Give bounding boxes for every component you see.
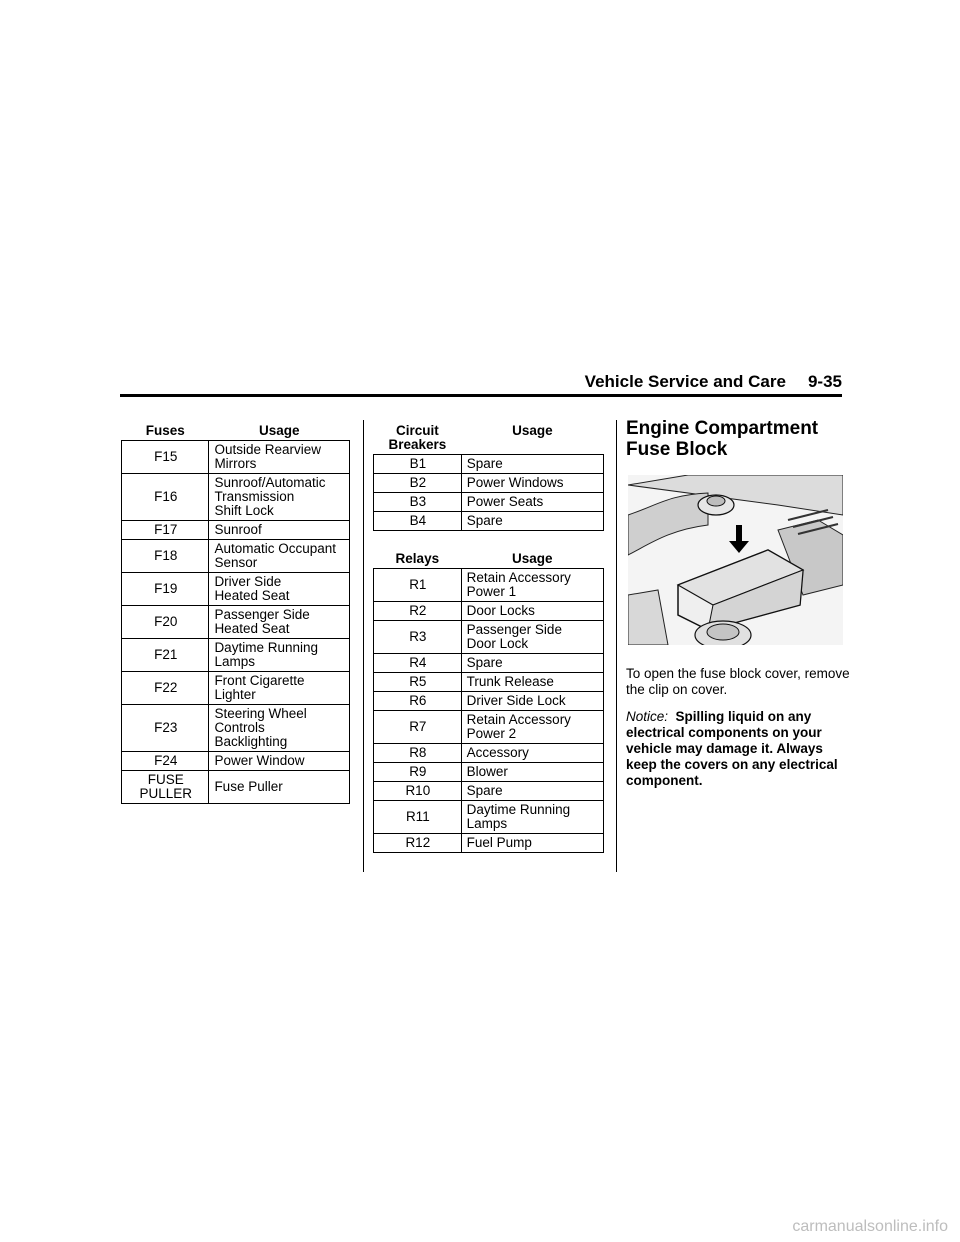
- table-row: [122, 752, 350, 771]
- row-id: B2: [374, 474, 462, 493]
- row-id: F17: [122, 521, 209, 540]
- row-id: FUSE PULLER: [122, 771, 209, 804]
- row-usage: Automatic Occupant Sensor: [209, 540, 350, 573]
- row-usage: Power Seats: [461, 493, 603, 512]
- row-usage: Daytime Running Lamps: [209, 639, 350, 672]
- circuit-breakers-table: [373, 421, 604, 531]
- row-usage: Spare: [461, 512, 603, 531]
- table-row: [374, 692, 604, 711]
- fuses-header-usage: Usage: [209, 421, 350, 441]
- fuses-header-id: Fuses: [122, 421, 209, 441]
- row-id: R12: [374, 834, 462, 853]
- row-usage: Outside Rearview Mirrors: [209, 441, 350, 474]
- table-row: [122, 573, 350, 606]
- row-usage: Sunroof: [209, 521, 350, 540]
- row-usage: Spare: [461, 654, 603, 673]
- table-row: [122, 441, 350, 474]
- row-usage: Spare: [461, 455, 603, 474]
- breakers-table-header: [374, 421, 604, 455]
- row-usage: Door Locks: [461, 602, 603, 621]
- section-title: Vehicle Service and Care: [584, 372, 786, 391]
- table-row: [122, 474, 350, 521]
- table-row: [374, 474, 604, 493]
- row-usage: Retain Accessory Power 2: [461, 711, 603, 744]
- header-rule: [120, 394, 842, 397]
- row-usage: Daytime Running Lamps: [461, 801, 603, 834]
- table-row: [374, 621, 604, 654]
- row-usage: Driver Side Lock: [461, 692, 603, 711]
- fuse-block-illustration: [628, 475, 843, 645]
- page-number: 9-35: [807, 372, 842, 391]
- table-row: [374, 602, 604, 621]
- row-usage: Fuse Puller: [209, 771, 350, 804]
- row-usage: Spare: [461, 782, 603, 801]
- row-usage: Passenger Side Door Lock: [461, 621, 603, 654]
- row-id: F16: [122, 474, 209, 521]
- row-id: R10: [374, 782, 462, 801]
- row-usage: Trunk Release: [461, 673, 603, 692]
- row-usage: Power Window: [209, 752, 350, 771]
- row-id: R5: [374, 673, 462, 692]
- row-id: F22: [122, 672, 209, 705]
- row-id: F20: [122, 606, 209, 639]
- row-id: R3: [374, 621, 462, 654]
- row-usage: Passenger Side Heated Seat: [209, 606, 350, 639]
- row-id: R9: [374, 763, 462, 782]
- table-row: [122, 521, 350, 540]
- row-id: F15: [122, 441, 209, 474]
- table-row: [374, 673, 604, 692]
- table-row: [122, 639, 350, 672]
- row-id: F23: [122, 705, 209, 752]
- table-row: [374, 493, 604, 512]
- breakers-header-id: Circuit Breakers: [374, 421, 462, 455]
- table-row: [122, 540, 350, 573]
- table-row: [122, 771, 350, 804]
- row-id: B1: [374, 455, 462, 474]
- table-row: [374, 569, 604, 602]
- relays-table-header: [374, 549, 604, 569]
- instruction-paragraph: To open the fuse block cover, remove the clip on cover.: [626, 666, 850, 697]
- table-row: [374, 834, 604, 853]
- row-id: R6: [374, 692, 462, 711]
- row-id: R7: [374, 711, 462, 744]
- row-id: B3: [374, 493, 462, 512]
- row-id: F21: [122, 639, 209, 672]
- row-id: R2: [374, 602, 462, 621]
- row-id: R8: [374, 744, 462, 763]
- row-id: R1: [374, 569, 462, 602]
- fuses-table: [121, 421, 350, 804]
- relays-table: [373, 549, 604, 853]
- notice-paragraph: [626, 709, 856, 789]
- table-row: [374, 512, 604, 531]
- notice-label: Notice:: [626, 709, 669, 724]
- table-row: [374, 782, 604, 801]
- table-row: [374, 711, 604, 744]
- table-row: [374, 763, 604, 782]
- row-usage: Power Windows: [461, 474, 603, 493]
- row-id: B4: [374, 512, 462, 531]
- breakers-header-usage: Usage: [461, 421, 603, 455]
- row-id: R11: [374, 801, 462, 834]
- row-usage: Steering Wheel Controls Backlighting: [209, 705, 350, 752]
- table-row: [122, 606, 350, 639]
- notice-text: Spilling liquid on any electrical components on your vehicle may damage it. Always keep the covers on any electrical component.: [626, 709, 838, 788]
- watermark: carmanualsonline.info: [792, 1218, 948, 1235]
- row-id: F18: [122, 540, 209, 573]
- table-row: [374, 801, 604, 834]
- row-usage: Fuel Pump: [461, 834, 603, 853]
- section-heading: Engine Compartment Fuse Block: [626, 418, 819, 460]
- row-usage: Front Cigarette Lighter: [209, 672, 350, 705]
- fuses-table-header: [122, 421, 350, 441]
- row-id: F19: [122, 573, 209, 606]
- relays-header-id: Relays: [374, 549, 462, 569]
- row-usage: Driver Side Heated Seat: [209, 573, 350, 606]
- row-id: F24: [122, 752, 209, 771]
- row-usage: Blower: [461, 763, 603, 782]
- row-usage: Accessory: [461, 744, 603, 763]
- row-id: R4: [374, 654, 462, 673]
- table-row: [122, 672, 350, 705]
- table-row: [374, 744, 604, 763]
- table-row: [374, 455, 604, 474]
- row-usage: Retain Accessory Power 1: [461, 569, 603, 602]
- column-divider-right: [616, 420, 617, 872]
- table-row: [374, 654, 604, 673]
- page-header: [120, 372, 842, 396]
- relays-header-usage: Usage: [461, 549, 603, 569]
- table-row: [122, 705, 350, 752]
- row-usage: Sunroof/Automatic Transmission Shift Lock: [209, 474, 350, 521]
- column-divider-left: [363, 420, 364, 872]
